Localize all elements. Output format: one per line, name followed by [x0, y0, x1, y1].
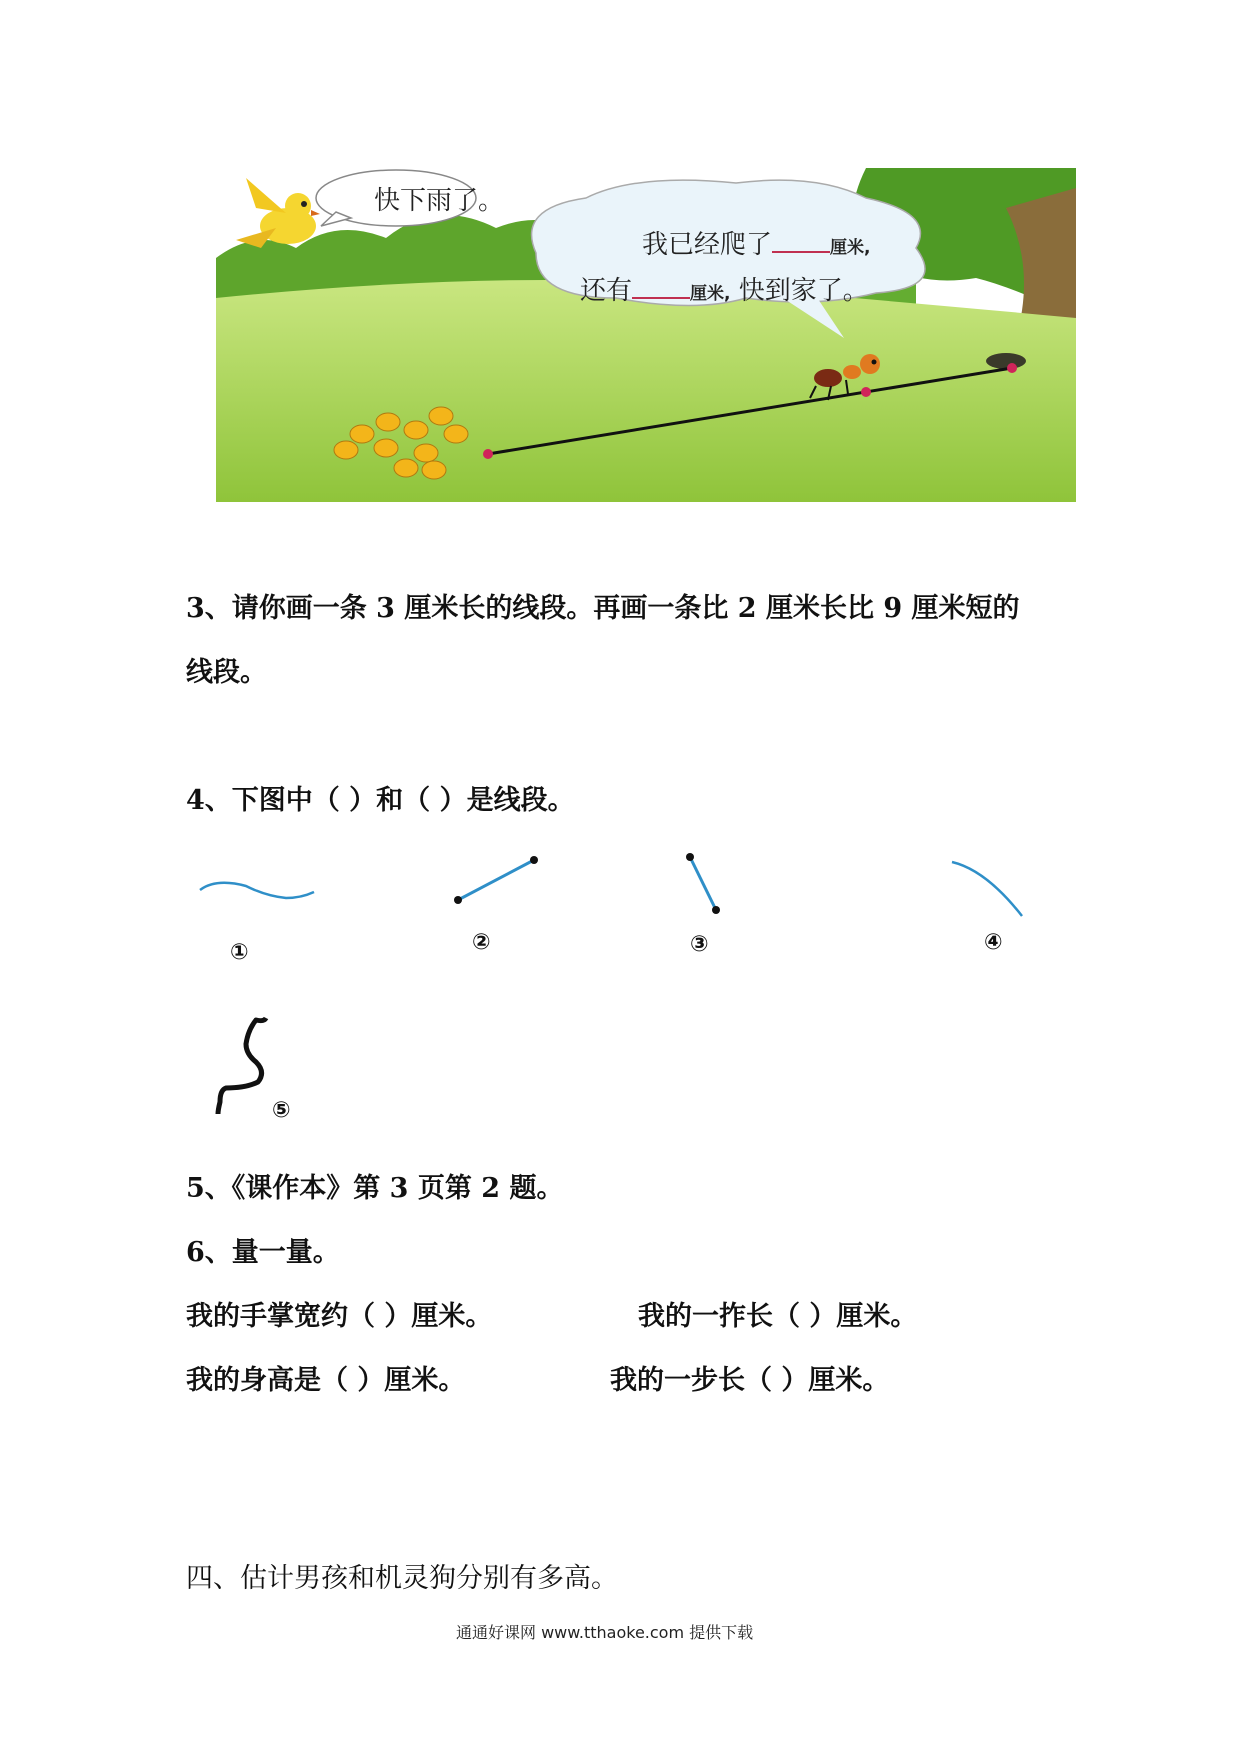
figure-3-segment	[686, 853, 720, 914]
ant-speech-line2-prefix: 还有	[580, 276, 633, 306]
figure-1-curve	[200, 883, 314, 898]
ant-bird-illustration	[216, 168, 1076, 502]
figure-5-squiggle	[218, 1018, 266, 1114]
footer-download-note: 通通好课网 www.tthaoke.com 提供下载	[456, 1623, 754, 1642]
bird-speech-text: 快下雨了。	[374, 186, 505, 216]
measure-palm-width: 我的手掌宽约（ ）厘米。	[186, 1301, 493, 1332]
question-4: 4、下图中（ ）和（ ）是线段。	[186, 785, 575, 816]
question-6: 6、量一量。	[186, 1237, 340, 1268]
measure-hand-span: 我的一拃长（ ）厘米。	[638, 1301, 918, 1332]
figure-2-segment	[454, 856, 538, 904]
measure-step: 我的一步长（ ）厘米。	[610, 1365, 890, 1396]
scene-graphic	[216, 168, 1076, 502]
figure-4-arc	[952, 862, 1022, 916]
question-3-line2: 线段。	[186, 657, 267, 688]
question-3-line1: 3、请你画一条 3 厘米长的线段。再画一条比 2 厘米长比 9 厘米短的	[186, 593, 1020, 624]
question-5: 5、《课作本》第 3 页第 2 题。	[186, 1173, 564, 1204]
blank-remaining	[632, 279, 690, 299]
line-figures	[186, 840, 1086, 1140]
ant-speech-line2-suffix: 快到家了。	[738, 276, 869, 306]
section-4-heading: 四、估计男孩和机灵狗分别有多高。	[186, 1563, 618, 1594]
measure-height: 我的身高是（ ）厘米。	[186, 1365, 466, 1396]
figure-label-2: ②	[472, 930, 491, 955]
figure-label-3: ③	[690, 932, 709, 957]
ant-speech-line2-unit: 厘米,	[690, 284, 731, 304]
ant-speech-line2	[580, 270, 869, 307]
ant-speech-line1-unit: 厘米,	[830, 238, 871, 258]
blank-crawled	[772, 233, 830, 253]
ant-speech-line1-prefix: 我已经爬了	[642, 230, 773, 260]
figure-label-4: ④	[984, 930, 1003, 955]
figure-label-5: ⑤	[272, 1098, 291, 1123]
ant-speech-line1	[642, 224, 870, 261]
figure-label-1: ①	[230, 940, 249, 965]
